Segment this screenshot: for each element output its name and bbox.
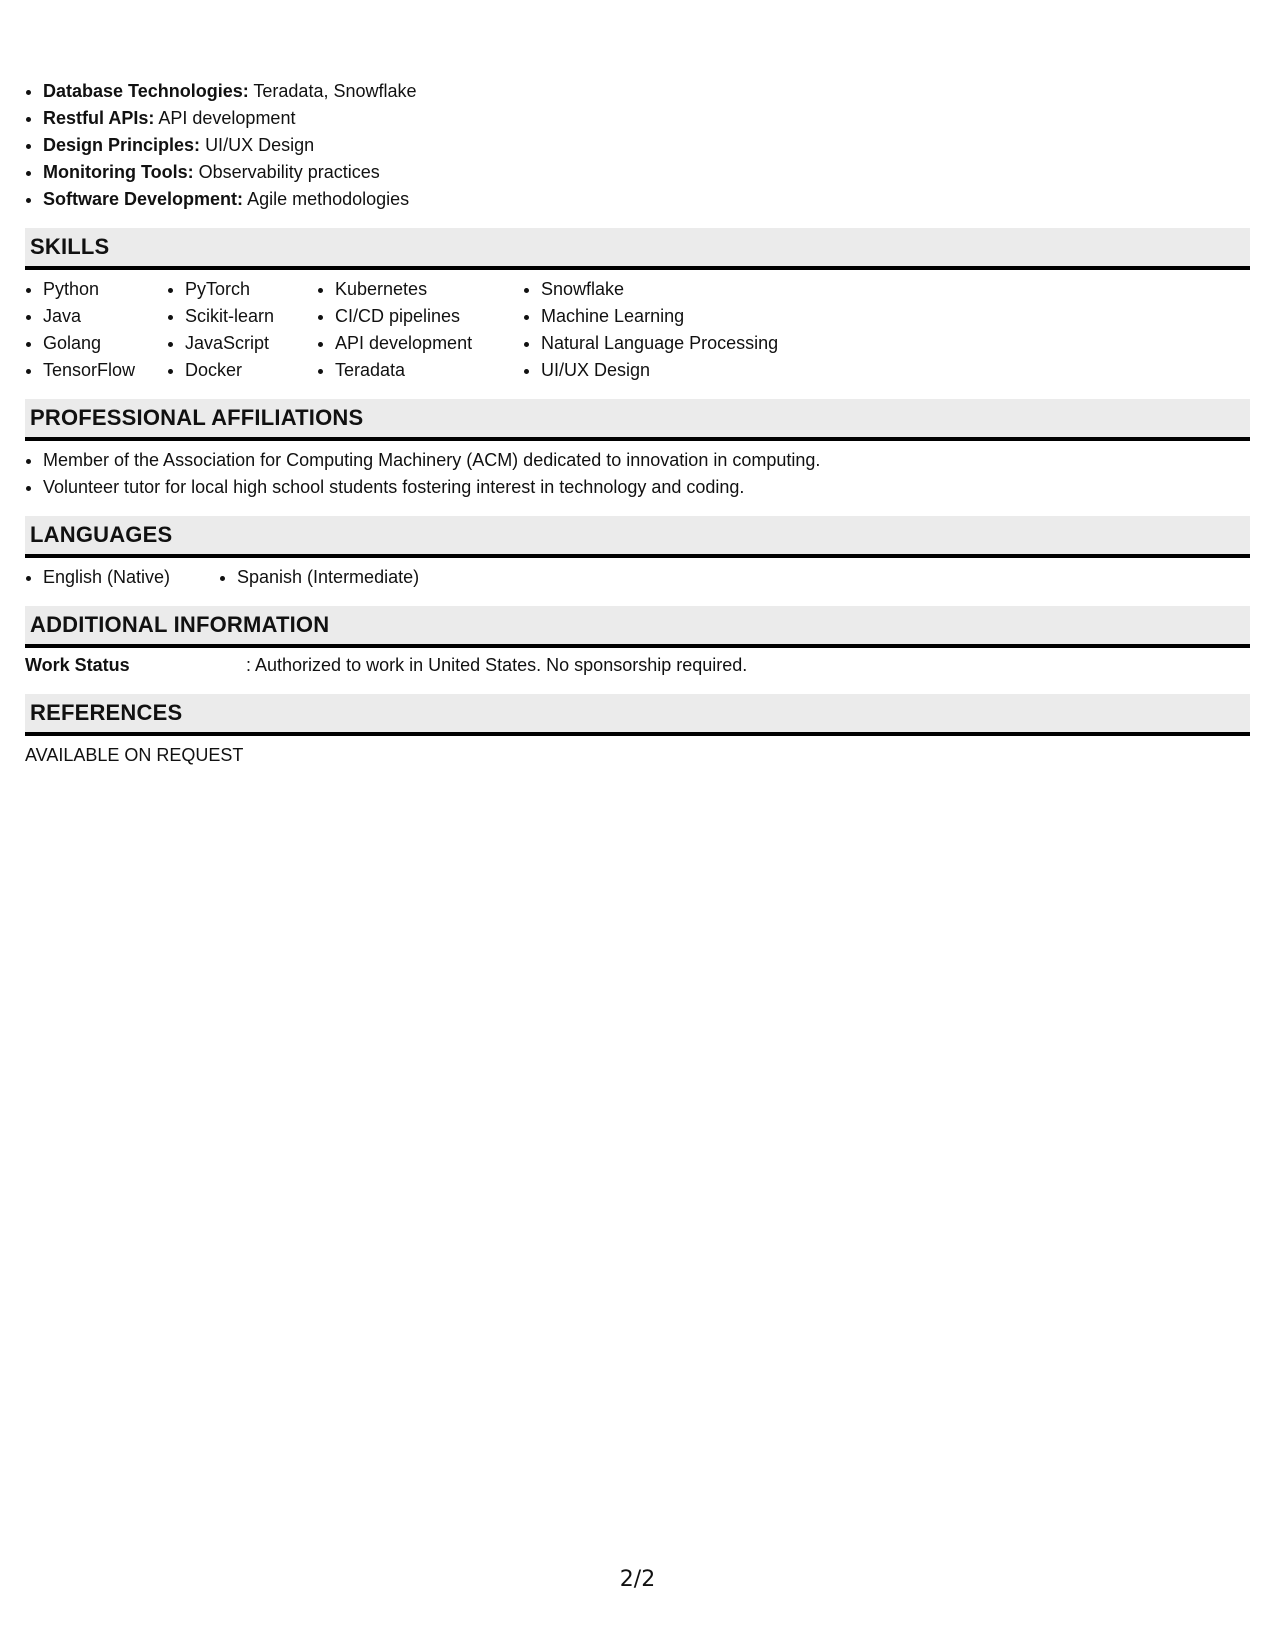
skill-item: • TensorFlow: [43, 357, 167, 384]
languages-list: [219, 564, 419, 591]
skill-item: • Snowflake: [541, 276, 841, 303]
language-item: • English (Native): [43, 564, 219, 591]
item-value: API development: [158, 108, 296, 128]
item-value: Agile methodologies: [247, 189, 410, 209]
skill-item: • CI/CD pipelines: [335, 303, 523, 330]
skill-item: • Natural Language Processing: [541, 330, 841, 357]
languages-list: [25, 564, 219, 591]
references-header: REFERENCES: [25, 694, 1250, 736]
item-label: Restful APIs:: [43, 108, 155, 128]
work-status-label: Work Status: [25, 655, 130, 675]
affiliation-item: • Volunteer tutor for local high school students fostering interest in technology and coding.: [43, 474, 1250, 501]
skill-item: • Java: [43, 303, 167, 330]
references-text: AVAILABLE ON REQUEST: [25, 745, 244, 765]
list-item: [43, 78, 1250, 105]
skill-item: • Docker: [185, 357, 317, 384]
skills-column: [25, 276, 167, 384]
item-label: Monitoring Tools:: [43, 162, 194, 182]
additional-info-header: ADDITIONAL INFORMATION: [25, 606, 1250, 648]
languages-body: [25, 564, 1250, 591]
skill-item: • Machine Learning: [541, 303, 841, 330]
affiliation-item: • Member of the Association for Computing Machinery (ACM) dedicated to innovation in computing.: [43, 447, 1250, 474]
skill-item: • API development: [335, 330, 523, 357]
skill-item: • Teradata: [335, 357, 523, 384]
skill-item: • UI/UX Design: [541, 357, 841, 384]
skill-item: • PyTorch: [185, 276, 317, 303]
item-label: Software Development:: [43, 189, 244, 209]
skills-column: [317, 276, 523, 384]
skills-header: SKILLS: [25, 228, 1250, 270]
language-item: • Spanish (Intermediate): [237, 564, 419, 591]
languages-header: LANGUAGES: [25, 516, 1250, 558]
item-label: Database Technologies:: [43, 81, 249, 101]
skills-column: [167, 276, 317, 384]
skills-column: [523, 276, 841, 384]
skill-item: • Python: [43, 276, 167, 303]
skill-item: • Scikit-learn: [185, 303, 317, 330]
list-item: [43, 105, 1250, 132]
item-value: Observability practices: [198, 162, 380, 182]
work-status-value: : Authorized to work in United States. No sponsorship required.: [246, 655, 748, 675]
work-status-row: [25, 652, 1250, 679]
list-item: [43, 132, 1250, 159]
item-label: Design Principles:: [43, 135, 201, 155]
page-number: 2/2: [619, 1567, 656, 1592]
list-item: [43, 186, 1250, 213]
item-value: UI/UX Design: [205, 135, 315, 155]
affiliations-body: [25, 447, 1250, 501]
skills-grid: [25, 276, 1250, 384]
list-item: [43, 159, 1250, 186]
resume-page: [25, 78, 1250, 769]
continued-skills-list: [25, 78, 1250, 213]
skill-item: • Kubernetes: [335, 276, 523, 303]
item-value: Teradata, Snowflake: [253, 81, 417, 101]
affiliations-header: PROFESSIONAL AFFILIATIONS: [25, 399, 1250, 441]
affiliations-list: [25, 447, 1250, 501]
skill-item: • JavaScript: [185, 330, 317, 357]
skill-item: • Golang: [43, 330, 167, 357]
